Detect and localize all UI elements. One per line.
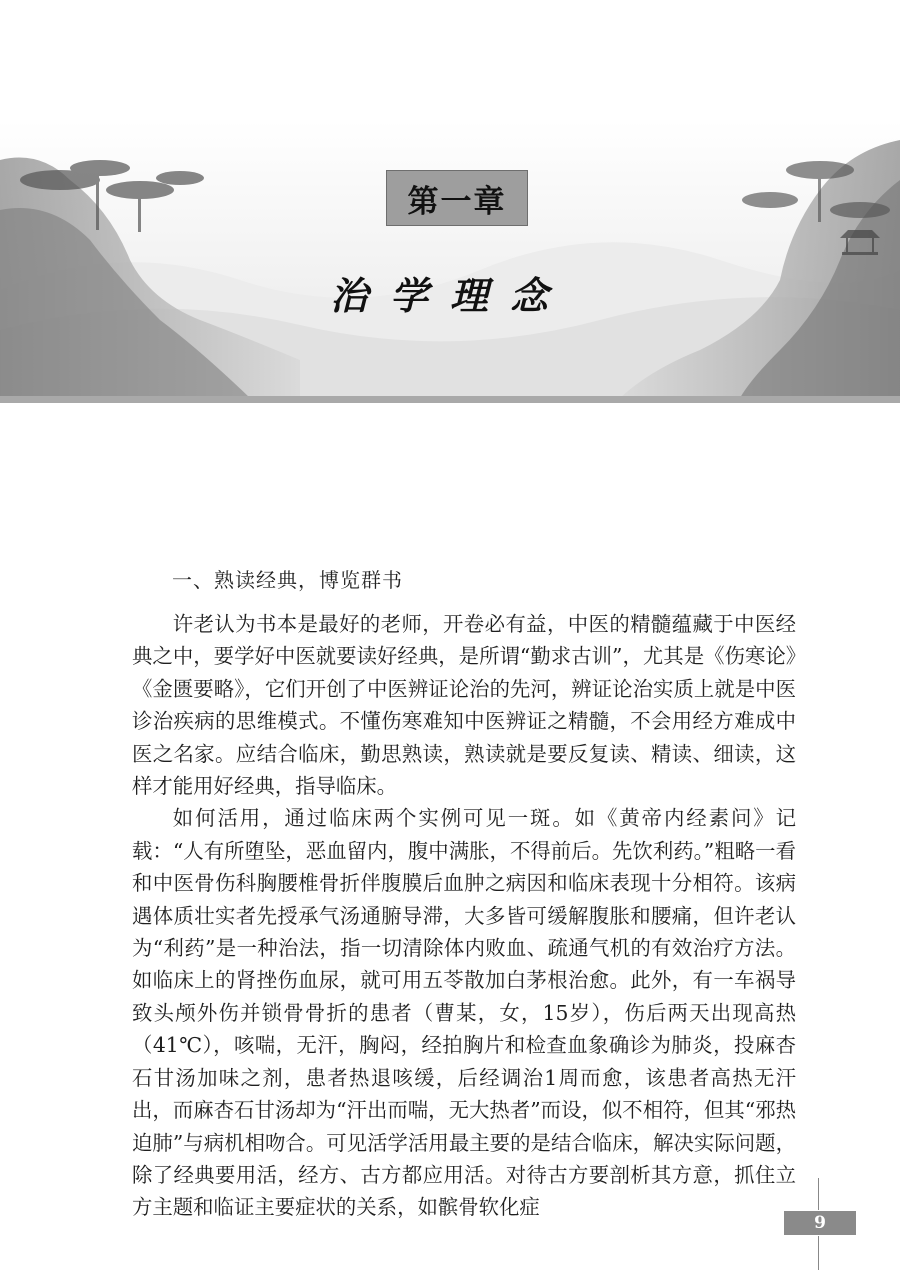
chapter-banner-landscape (0, 120, 900, 398)
section-heading: 一、熟读经典，博览群书 (172, 568, 403, 592)
page-number-rule-bottom (818, 1236, 819, 1270)
chapter-title: 治学理念 (329, 272, 570, 318)
body-text (132, 608, 796, 1224)
chapter-label: 第一章 (386, 170, 528, 226)
page-number-rule-top (818, 1178, 819, 1210)
page-number: 9 (784, 1211, 856, 1235)
paragraph: 如何活用，通过临床两个实例可见一斑。如《黄帝内经素问》记载：“人有所堕坠，恶血留内，腹中满胀，不得前后。先饮利药。”粗略一看和中医骨伤科胸腰椎骨折伴腹膜后血肿之病因和临床表现十分相符。该病遇体质壮实者先授承气汤通腑导滞，大多皆可缓解腹胀和腰痛，但许老认为“利药”是一种治法，指一切清除体内败血、疏通气机的有效治疗方法。如临床上的肾挫伤血尿，就可用五苓散加白茅根治愈。此外，有一车祸导致头颅外伤并锁骨骨折的患者（曹某，女，15岁），伤后两天出现高热（41℃），咳喘，无汗，胸闷，经拍胸片和检查血象确诊为肺炎，投麻杏石甘汤加味之剂，患者热退咳缓，后经调治1周而愈，该患者高热无汗出，而麻杏石甘汤却为“汗出而喘，无大热者”而设，似不相符，但其“邪热迫肺”与病机相吻合。可见活学活用最主要的是结合临床，解决实际问题，除了经典要用活，经方、古方都应用活。对待古方要剖析其方意，抓住立方主题和临证主要症状的关系，如髌骨软化症 (132, 806, 796, 1220)
paragraph: 许老认为书本是最好的老师，开卷必有益，中医的精髓蕴藏于中医经典之中，要学好中医就要读好经典，是所谓“勤求古训”，尤其是《伤寒论》《金匮要略》，它们开创了中医辨证论治的先河，辨证论治实质上就是中医诊治疾病的思维模式。不懂伤寒难知中医辨证之精髓，不会用经方难成中医之名家。应结合临床，勤思熟读，熟读就是要反复读、精读、细读，这样才能用好经典，指导临床。 (132, 612, 796, 799)
banner-divider (0, 396, 900, 403)
